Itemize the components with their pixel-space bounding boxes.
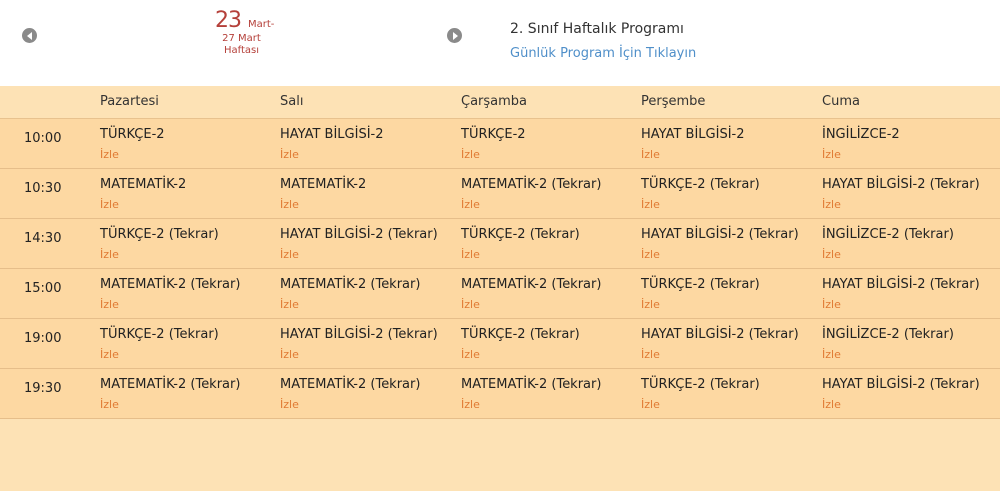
lesson-cell <box>280 126 384 162</box>
watch-link[interactable]: İzle <box>100 148 119 161</box>
watch-link[interactable]: İzle <box>280 298 299 311</box>
week-suffix: Haftası <box>223 45 260 56</box>
lesson-cell <box>461 176 601 212</box>
week-start-day: 23 <box>215 8 241 33</box>
lesson-name: MATEMATİK-2 (Tekrar) <box>461 177 602 192</box>
lesson-cell <box>822 226 954 262</box>
lesson-name: HAYAT BİLGİSİ-2 (Tekrar) <box>822 277 980 292</box>
lesson-cell <box>100 126 165 162</box>
lesson-cell <box>461 126 526 162</box>
lesson-cell <box>100 326 219 362</box>
table-row <box>0 369 1000 419</box>
lesson-cell <box>822 376 980 412</box>
lesson-name: TÜRKÇE-2 <box>100 127 165 142</box>
watch-link[interactable]: İzle <box>641 198 660 211</box>
lesson-cell <box>641 276 760 312</box>
day-header: Salı <box>280 94 304 109</box>
lesson-cell <box>822 326 954 362</box>
lesson-name: TÜRKÇE-2 (Tekrar) <box>461 227 580 242</box>
lesson-name: İNGİLİZCE-2 <box>822 127 900 142</box>
watch-link[interactable]: İzle <box>280 398 299 411</box>
lesson-name: HAYAT BİLGİSİ-2 (Tekrar) <box>280 227 438 242</box>
lesson-name: TÜRKÇE-2 (Tekrar) <box>100 327 219 342</box>
watch-link[interactable]: İzle <box>822 148 841 161</box>
lesson-name: MATEMATİK-2 (Tekrar) <box>280 377 421 392</box>
time-slot: 19:30 <box>24 381 62 396</box>
day-header: Perşembe <box>641 94 706 109</box>
lesson-cell <box>641 176 760 212</box>
time-slot: 14:30 <box>24 231 62 246</box>
lesson-name: HAYAT BİLGİSİ-2 (Tekrar) <box>280 327 438 342</box>
table-row <box>0 169 1000 219</box>
watch-link[interactable]: İzle <box>100 348 119 361</box>
lesson-cell <box>100 376 240 412</box>
lesson-cell <box>280 376 420 412</box>
daily-program-link[interactable]: Günlük Program İçin Tıklayın <box>510 46 697 61</box>
lesson-name: TÜRKÇE-2 (Tekrar) <box>641 377 760 392</box>
table-header <box>0 86 1000 119</box>
day-header: Çarşamba <box>461 94 528 109</box>
table-row <box>0 319 1000 369</box>
watch-link[interactable]: İzle <box>280 248 299 261</box>
chevron-left-circle-icon <box>27 32 32 40</box>
lesson-name: TÜRKÇE-2 (Tekrar) <box>641 277 760 292</box>
lesson-name: HAYAT BİLGİSİ-2 (Tekrar) <box>822 177 980 192</box>
watch-link[interactable]: İzle <box>641 148 660 161</box>
lesson-name: MATEMATİK-2 <box>280 177 367 192</box>
watch-link[interactable]: İzle <box>100 248 119 261</box>
lesson-name: İNGİLİZCE-2 (Tekrar) <box>822 227 954 242</box>
watch-link[interactable]: İzle <box>461 148 480 161</box>
lesson-cell <box>280 176 366 212</box>
lesson-cell <box>461 226 580 262</box>
lesson-cell <box>461 276 601 312</box>
watch-link[interactable]: İzle <box>822 348 841 361</box>
time-slot: 10:30 <box>24 181 62 196</box>
page-title: 2. Sınıf Haftalık Programı <box>510 21 684 37</box>
time-slot: 15:00 <box>24 281 62 296</box>
lesson-name: TÜRKÇE-2 (Tekrar) <box>641 177 760 192</box>
week-end-date: 27 Mart <box>222 33 261 44</box>
lesson-name: İNGİLİZCE-2 (Tekrar) <box>822 327 954 342</box>
lesson-cell <box>641 126 745 162</box>
day-header: Cuma <box>822 94 860 109</box>
watch-link[interactable]: İzle <box>280 198 299 211</box>
watch-link[interactable]: İzle <box>641 298 660 311</box>
watch-link[interactable]: İzle <box>100 198 119 211</box>
lesson-name: MATEMATİK-2 (Tekrar) <box>461 277 602 292</box>
lesson-name: HAYAT BİLGİSİ-2 <box>641 127 745 142</box>
table-row <box>0 219 1000 269</box>
lesson-cell <box>822 276 980 312</box>
lesson-name: TÜRKÇE-2 (Tekrar) <box>461 327 580 342</box>
lesson-name: MATEMATİK-2 (Tekrar) <box>461 377 602 392</box>
lesson-cell <box>280 276 420 312</box>
lesson-cell <box>822 176 980 212</box>
watch-link[interactable]: İzle <box>280 148 299 161</box>
prev-week-button[interactable] <box>22 28 37 43</box>
watch-link[interactable]: İzle <box>641 248 660 261</box>
lesson-cell <box>461 376 601 412</box>
watch-link[interactable]: İzle <box>461 198 480 211</box>
watch-link[interactable]: İzle <box>822 248 841 261</box>
lesson-name: MATEMATİK-2 (Tekrar) <box>280 277 421 292</box>
lesson-name: MATEMATİK-2 (Tekrar) <box>100 377 241 392</box>
lesson-name: HAYAT BİLGİSİ-2 (Tekrar) <box>822 377 980 392</box>
header <box>0 0 1000 86</box>
lesson-name: HAYAT BİLGİSİ-2 <box>280 127 384 142</box>
lesson-name: HAYAT BİLGİSİ-2 (Tekrar) <box>641 227 799 242</box>
watch-link[interactable]: İzle <box>822 298 841 311</box>
week-label <box>195 8 285 68</box>
watch-link[interactable]: İzle <box>280 348 299 361</box>
time-slot: 10:00 <box>24 131 62 146</box>
chevron-right-circle-icon <box>453 32 458 40</box>
lesson-cell <box>100 226 219 262</box>
lesson-cell <box>100 276 240 312</box>
next-week-button[interactable] <box>447 28 462 43</box>
week-start-month: Mart- <box>248 19 275 30</box>
time-slot: 19:00 <box>24 331 62 346</box>
lesson-cell <box>280 326 438 362</box>
watch-link[interactable]: İzle <box>100 398 119 411</box>
day-header: Pazartesi <box>100 94 159 109</box>
watch-link[interactable]: İzle <box>641 348 660 361</box>
lesson-cell <box>822 126 900 162</box>
lesson-cell <box>280 226 438 262</box>
lesson-cell <box>100 176 186 212</box>
watch-link[interactable]: İzle <box>641 398 660 411</box>
watch-link[interactable]: İzle <box>461 248 480 261</box>
lesson-cell <box>641 326 799 362</box>
table-row <box>0 119 1000 169</box>
watch-link[interactable]: İzle <box>461 298 480 311</box>
table-row <box>0 269 1000 319</box>
lesson-cell <box>641 226 799 262</box>
watch-link[interactable]: İzle <box>461 398 480 411</box>
lesson-name: HAYAT BİLGİSİ-2 (Tekrar) <box>641 327 799 342</box>
lesson-cell <box>641 376 760 412</box>
weekly-schedule-table <box>0 86 1000 491</box>
watch-link[interactable]: İzle <box>822 198 841 211</box>
watch-link[interactable]: İzle <box>822 398 841 411</box>
lesson-name: MATEMATİK-2 <box>100 177 187 192</box>
lesson-name: MATEMATİK-2 (Tekrar) <box>100 277 241 292</box>
lesson-name: TÜRKÇE-2 <box>461 127 526 142</box>
lesson-name: TÜRKÇE-2 (Tekrar) <box>100 227 219 242</box>
watch-link[interactable]: İzle <box>100 298 119 311</box>
watch-link[interactable]: İzle <box>461 348 480 361</box>
lesson-cell <box>461 326 580 362</box>
